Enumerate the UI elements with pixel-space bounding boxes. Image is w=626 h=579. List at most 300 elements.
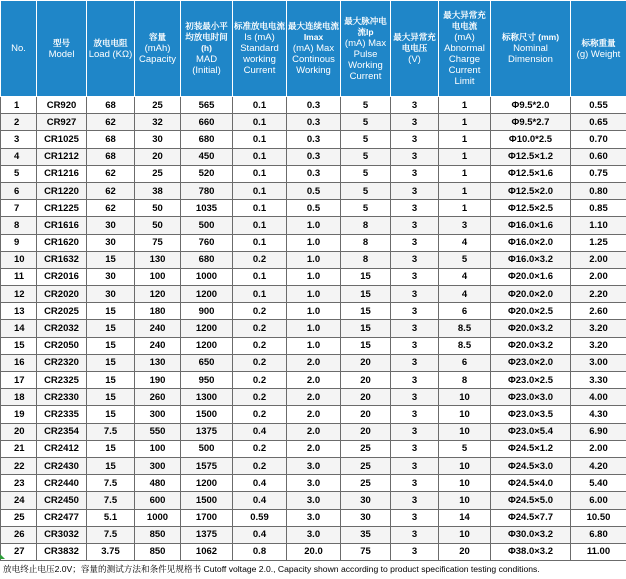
table-cell: 4 — [439, 234, 491, 251]
table-cell: 32 — [135, 114, 181, 131]
table-cell: 0.3 — [287, 114, 341, 131]
table-cell: Φ38.0×3.2 — [491, 543, 571, 560]
table-row — [1, 234, 626, 251]
table-cell: 15 — [87, 320, 135, 337]
table-row — [1, 268, 626, 285]
table-cell: 0.2 — [233, 320, 287, 337]
table-cell: 8 — [341, 217, 391, 234]
table-cell: 0.1 — [233, 286, 287, 303]
table-cell: 300 — [135, 457, 181, 474]
table-cell: 20 — [341, 423, 391, 440]
table-cell: 6.90 — [571, 423, 626, 440]
table-cell: 3 — [391, 457, 439, 474]
table-cell: Φ20.0×1.6 — [491, 268, 571, 285]
table-cell: 7 — [1, 200, 37, 217]
table-cell: CR920 — [37, 97, 87, 114]
table-row — [1, 509, 626, 526]
table-cell: 0.60 — [571, 148, 626, 165]
table-cell: 25 — [135, 97, 181, 114]
table-cell: 3.0 — [287, 475, 341, 492]
table-cell: 780 — [181, 182, 233, 199]
table-cell: 130 — [135, 354, 181, 371]
column-header-cn: 标准放电电流 — [234, 21, 286, 31]
table-cell: 25 — [341, 440, 391, 457]
table-row — [1, 492, 626, 509]
table-cell: Φ24.5×7.7 — [491, 509, 571, 526]
table-cell: 2.0 — [287, 406, 341, 423]
table-cell: CR2477 — [37, 509, 87, 526]
table-cell: 12 — [1, 286, 37, 303]
table-cell: CR2450 — [37, 492, 87, 509]
table-cell: Φ30.0×3.2 — [491, 526, 571, 543]
table-cell: 30 — [341, 492, 391, 509]
table-cell: 900 — [181, 303, 233, 320]
column-header — [571, 1, 626, 97]
table-cell: 300 — [135, 406, 181, 423]
table-cell: Φ24.5×1.2 — [491, 440, 571, 457]
table-cell: 30 — [87, 217, 135, 234]
table-cell: 15 — [87, 389, 135, 406]
column-header — [491, 1, 571, 97]
table-row — [1, 406, 626, 423]
table-cell: 3 — [391, 526, 439, 543]
table-cell: Φ23.0×5.4 — [491, 423, 571, 440]
table-cell: Φ24.5×3.0 — [491, 457, 571, 474]
table-cell: 1.0 — [287, 234, 341, 251]
table-cell: 0.4 — [233, 423, 287, 440]
column-header — [341, 1, 391, 97]
table-cell: Φ23.0×3.5 — [491, 406, 571, 423]
table-cell: 50 — [135, 200, 181, 217]
table-cell: 1.0 — [287, 217, 341, 234]
table-cell: 0.1 — [233, 165, 287, 182]
table-cell: 1 — [439, 148, 491, 165]
table-row — [1, 286, 626, 303]
table-cell: 25 — [135, 165, 181, 182]
table-cell: 10 — [439, 457, 491, 474]
table-cell: 3 — [391, 286, 439, 303]
table-cell: 0.8 — [233, 543, 287, 560]
table-cell: 0.1 — [233, 182, 287, 199]
table-cell: 3 — [391, 423, 439, 440]
table-cell: 130 — [135, 251, 181, 268]
table-cell: 20 — [1, 423, 37, 440]
column-header-en: Nominal Dimension — [508, 43, 553, 65]
table-cell: 1.0 — [287, 251, 341, 268]
table-cell: 25 — [341, 457, 391, 474]
table-row — [1, 423, 626, 440]
table-body — [1, 97, 626, 561]
table-cell: 2.20 — [571, 286, 626, 303]
table-header — [1, 1, 626, 97]
table-cell: 15 — [341, 268, 391, 285]
table-cell: 0.3 — [287, 97, 341, 114]
table-cell: 20 — [439, 543, 491, 560]
table-cell: 22 — [1, 457, 37, 474]
table-cell: 10 — [439, 492, 491, 509]
table-cell: 26 — [1, 526, 37, 543]
table-cell: 850 — [135, 526, 181, 543]
table-cell: 0.55 — [571, 97, 626, 114]
table-cell: 13 — [1, 303, 37, 320]
table-cell: 4.20 — [571, 457, 626, 474]
table-cell: 480 — [135, 475, 181, 492]
table-cell: 11.00 — [571, 543, 626, 560]
column-header-en: (V) — [408, 54, 421, 65]
table-row — [1, 320, 626, 337]
table-cell: Φ23.0×2.5 — [491, 372, 571, 389]
table-cell: 62 — [87, 165, 135, 182]
table-cell: Φ20.0×3.2 — [491, 337, 571, 354]
table-row — [1, 457, 626, 474]
table-row — [1, 526, 626, 543]
table-cell: 3 — [391, 406, 439, 423]
table-cell: 14 — [439, 509, 491, 526]
table-cell: 0.65 — [571, 114, 626, 131]
table-cell: 1.0 — [287, 303, 341, 320]
table-cell: 520 — [181, 165, 233, 182]
table-cell: 8.5 — [439, 320, 491, 337]
table-cell: 5 — [341, 97, 391, 114]
table-cell: 30 — [87, 234, 135, 251]
table-row — [1, 148, 626, 165]
column-header — [135, 1, 181, 97]
table-cell: 10.50 — [571, 509, 626, 526]
table-cell: 1.0 — [287, 268, 341, 285]
table-cell: 5 — [1, 165, 37, 182]
table-cell: 1035 — [181, 200, 233, 217]
table-cell: CR2335 — [37, 406, 87, 423]
table-cell: Φ24.5×5.0 — [491, 492, 571, 509]
table-cell: 500 — [181, 440, 233, 457]
table-cell: 3 — [391, 165, 439, 182]
table-cell: 25 — [1, 509, 37, 526]
table-cell: Φ24.5×4.0 — [491, 475, 571, 492]
table-cell: 1062 — [181, 543, 233, 560]
table-row — [1, 372, 626, 389]
table-cell: CR2050 — [37, 337, 87, 354]
column-header — [37, 1, 87, 97]
table-cell: 15 — [341, 303, 391, 320]
table-cell: 1 — [1, 97, 37, 114]
table-cell: CR1212 — [37, 148, 87, 165]
table-cell: 5.40 — [571, 475, 626, 492]
table-cell: 0.2 — [233, 440, 287, 457]
table-cell: 1.0 — [287, 286, 341, 303]
table-row — [1, 543, 626, 560]
column-header-cn: 最大脉冲电流Ip — [344, 15, 387, 37]
table-cell: 1500 — [181, 492, 233, 509]
table-cell: 5 — [341, 114, 391, 131]
table-cell: 8.5 — [439, 337, 491, 354]
table-cell: 0.2 — [233, 372, 287, 389]
table-cell: 15 — [87, 337, 135, 354]
footnote: 放电终止电压2.0V；容量的测试方法和条件见规格书 Cutoff voltage 2.0., Capacity shown according to product specification testing conditions. — [3, 564, 540, 574]
table-cell: 0.2 — [233, 389, 287, 406]
table-row — [1, 200, 626, 217]
table-row — [1, 217, 626, 234]
table-cell: Φ23.0×3.0 — [491, 389, 571, 406]
table-cell: 15 — [341, 320, 391, 337]
column-header-en: Model — [48, 48, 75, 60]
table-cell: 100 — [135, 440, 181, 457]
table-cell: 3 — [391, 148, 439, 165]
table-cell: CR2025 — [37, 303, 87, 320]
table-cell: 0.4 — [233, 492, 287, 509]
table-cell: 3.75 — [87, 543, 135, 560]
table-cell: 2 — [1, 114, 37, 131]
table-cell: 10 — [439, 406, 491, 423]
table-cell: 18 — [1, 389, 37, 406]
table-cell: Φ16.0×3.2 — [491, 251, 571, 268]
table-cell: 5 — [341, 200, 391, 217]
table-cell: 0.2 — [233, 337, 287, 354]
table-cell: CR3832 — [37, 543, 87, 560]
table-cell: 30 — [87, 268, 135, 285]
table-cell: 5 — [341, 165, 391, 182]
table-cell: 1.25 — [571, 234, 626, 251]
table-cell: 3 — [391, 268, 439, 285]
table-cell: 3.0 — [287, 457, 341, 474]
table-cell: 15 — [87, 440, 135, 457]
table-cell: 0.59 — [233, 509, 287, 526]
table-cell: 5 — [439, 440, 491, 457]
column-header-en: (mA) Max Pulse Working Current — [344, 37, 387, 82]
table-cell: 680 — [181, 131, 233, 148]
table-cell: Φ12.5×2.5 — [491, 200, 571, 217]
table-cell: 3 — [391, 303, 439, 320]
table-cell: 15 — [87, 457, 135, 474]
column-header — [287, 1, 341, 97]
table-cell: 0.3 — [287, 131, 341, 148]
table-cell: CR2325 — [37, 372, 87, 389]
table-cell: 120 — [135, 286, 181, 303]
table-cell: 4 — [1, 148, 37, 165]
table-cell: 0.1 — [233, 200, 287, 217]
table-cell: 1 — [439, 131, 491, 148]
table-cell: 3.30 — [571, 372, 626, 389]
table-cell: 5 — [341, 148, 391, 165]
table-cell: 2.0 — [287, 354, 341, 371]
column-header — [233, 1, 287, 97]
table-cell: 1500 — [181, 406, 233, 423]
table-cell: 15 — [1, 337, 37, 354]
table-cell: 15 — [87, 251, 135, 268]
table-row — [1, 114, 626, 131]
table-cell: 0.2 — [233, 251, 287, 268]
table-cell: 3 — [391, 372, 439, 389]
table-cell: 2.00 — [571, 268, 626, 285]
table-cell: 10 — [439, 389, 491, 406]
table-row — [1, 251, 626, 268]
column-header-en: Load (KΩ) — [88, 48, 133, 60]
table-cell: 0.1 — [233, 268, 287, 285]
table-cell: 950 — [181, 372, 233, 389]
table-cell: CR3032 — [37, 526, 87, 543]
table-cell: 3 — [1, 131, 37, 148]
table-cell: 260 — [135, 389, 181, 406]
table-cell: 20 — [135, 148, 181, 165]
table-cell: 38 — [135, 182, 181, 199]
table-cell: 3 — [391, 475, 439, 492]
table-cell: 1700 — [181, 509, 233, 526]
table-cell: CR1632 — [37, 251, 87, 268]
table-cell: 4.30 — [571, 406, 626, 423]
table-cell: 68 — [87, 148, 135, 165]
table-cell: 15 — [87, 303, 135, 320]
table-cell: 1200 — [181, 320, 233, 337]
table-cell: 30 — [135, 131, 181, 148]
table-cell: CR2412 — [37, 440, 87, 457]
table-cell: 10 — [439, 526, 491, 543]
table-cell: 0.5 — [287, 182, 341, 199]
table-cell: 3 — [391, 320, 439, 337]
table-cell: 3 — [391, 543, 439, 560]
table-cell: 1 — [439, 114, 491, 131]
table-cell: 15 — [341, 286, 391, 303]
table-cell: 240 — [135, 337, 181, 354]
table-cell: 62 — [87, 182, 135, 199]
table-cell: 680 — [181, 251, 233, 268]
table-cell: 20 — [341, 389, 391, 406]
table-row — [1, 182, 626, 199]
table-cell: 0.2 — [233, 457, 287, 474]
table-cell: Φ20.0×2.5 — [491, 303, 571, 320]
table-cell: 3 — [391, 389, 439, 406]
table-cell: 20 — [341, 406, 391, 423]
column-header — [1, 1, 37, 97]
table-cell: 0.3 — [287, 148, 341, 165]
table-cell: CR1225 — [37, 200, 87, 217]
table-cell: 3 — [391, 492, 439, 509]
table-cell: 2.00 — [571, 251, 626, 268]
table-cell: 565 — [181, 97, 233, 114]
table-cell: 600 — [135, 492, 181, 509]
table-cell: Φ20.0×3.2 — [491, 320, 571, 337]
table-cell: 500 — [181, 217, 233, 234]
table-cell: 20 — [341, 354, 391, 371]
table-cell: 3 — [391, 217, 439, 234]
table-cell: 1575 — [181, 457, 233, 474]
table-cell: 35 — [341, 526, 391, 543]
table-cell: 3 — [391, 114, 439, 131]
column-header-en: MAD (Initial) — [192, 54, 221, 76]
column-header — [391, 1, 439, 97]
table-cell: CR1025 — [37, 131, 87, 148]
table-cell: 6 — [439, 303, 491, 320]
column-header-en: (mAh) Capacity — [139, 43, 176, 65]
table-cell: 3.0 — [287, 526, 341, 543]
table-cell: 2.0 — [287, 372, 341, 389]
table-cell: 1200 — [181, 337, 233, 354]
table-cell: Φ16.0×2.0 — [491, 234, 571, 251]
table-cell: 17 — [1, 372, 37, 389]
column-header — [181, 1, 233, 97]
table-cell: 8 — [341, 234, 391, 251]
table-cell: CR1220 — [37, 182, 87, 199]
table-cell: 62 — [87, 200, 135, 217]
table-cell: 2.0 — [287, 389, 341, 406]
column-header-cn: 放电电阻 — [93, 37, 128, 48]
table-cell: 14 — [1, 320, 37, 337]
table-cell: 0.80 — [571, 182, 626, 199]
table-cell: 5 — [439, 251, 491, 268]
table-cell: 4 — [439, 286, 491, 303]
table-cell: 30 — [341, 509, 391, 526]
table-cell: 5 — [341, 131, 391, 148]
table-cell: 3.20 — [571, 337, 626, 354]
table-cell: 1 — [439, 165, 491, 182]
table-cell: 16 — [1, 354, 37, 371]
table-cell: 0.1 — [233, 217, 287, 234]
column-header-cn: 最大异常充电电压 — [393, 32, 436, 53]
table-cell: 0.1 — [233, 97, 287, 114]
table-cell: 100 — [135, 268, 181, 285]
column-header-en: No. — [11, 43, 26, 54]
table-cell: 3.20 — [571, 320, 626, 337]
table-cell: 180 — [135, 303, 181, 320]
column-header-en: (g) Weight — [576, 48, 621, 60]
table-cell: 8 — [341, 251, 391, 268]
table-cell: 75 — [341, 543, 391, 560]
table-cell: 760 — [181, 234, 233, 251]
table-cell: 62 — [87, 114, 135, 131]
table-cell: 2.00 — [571, 440, 626, 457]
table-row — [1, 303, 626, 320]
table-cell: CR2440 — [37, 475, 87, 492]
table-cell: 3 — [391, 97, 439, 114]
table-cell: Φ9.5*2.0 — [491, 97, 571, 114]
column-header-en: Is (mA) Standard working Current — [240, 32, 279, 76]
table-row — [1, 354, 626, 371]
column-header-cn: 初装最小平均放电时间(h) — [185, 21, 228, 53]
table-cell: CR1620 — [37, 234, 87, 251]
table-cell: 5 — [341, 182, 391, 199]
table-cell: 660 — [181, 114, 233, 131]
table-cell: 1375 — [181, 423, 233, 440]
table-cell: 11 — [1, 268, 37, 285]
table-cell: 68 — [87, 131, 135, 148]
table-cell: 6 — [439, 354, 491, 371]
table-cell: 2.0 — [287, 423, 341, 440]
table-cell: 6.80 — [571, 526, 626, 543]
table-cell: 21 — [1, 440, 37, 457]
table-cell: 0.4 — [233, 526, 287, 543]
table-row — [1, 389, 626, 406]
table-cell: CR2016 — [37, 268, 87, 285]
table-cell: CR927 — [37, 114, 87, 131]
table-cell: 7.5 — [87, 492, 135, 509]
table-cell: 0.1 — [233, 148, 287, 165]
table-cell: CR1216 — [37, 165, 87, 182]
table-row — [1, 165, 626, 182]
table-cell: 4 — [439, 268, 491, 285]
column-header — [87, 1, 135, 97]
table-cell: 4.00 — [571, 389, 626, 406]
table-cell: 0.1 — [233, 234, 287, 251]
table-cell: 1.0 — [287, 320, 341, 337]
table-cell: Φ10.0*2.5 — [491, 131, 571, 148]
table-cell: 1200 — [181, 475, 233, 492]
table-cell: 10 — [439, 423, 491, 440]
table-row — [1, 131, 626, 148]
table-cell: 19 — [1, 406, 37, 423]
table-cell: 8 — [439, 372, 491, 389]
table-cell: 450 — [181, 148, 233, 165]
column-header-cn: 标称尺寸 (mm) — [501, 32, 560, 42]
table-cell: 20.0 — [287, 543, 341, 560]
table-cell: 6 — [1, 182, 37, 199]
